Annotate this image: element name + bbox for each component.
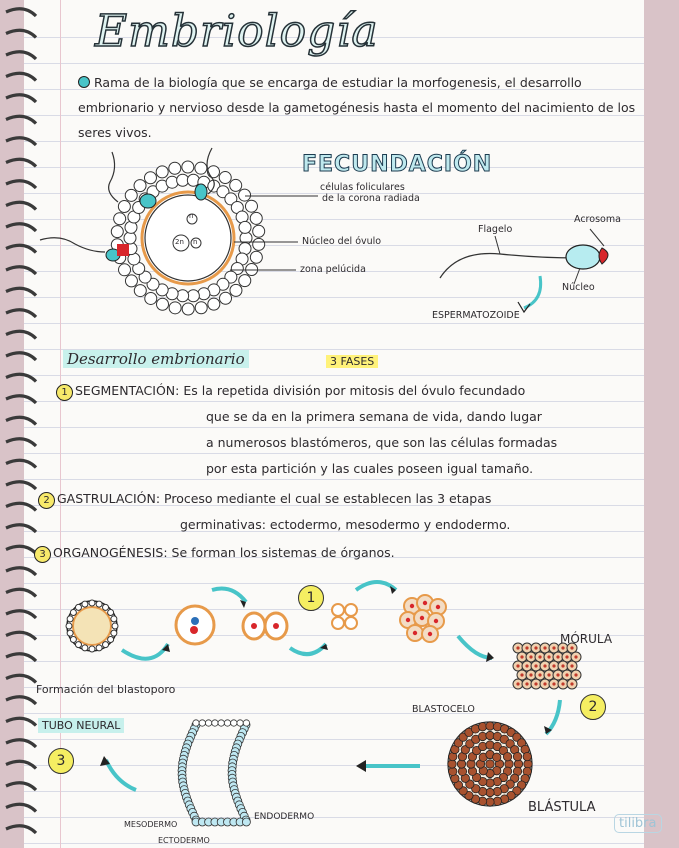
label-mesodermo: MESODERMO: [124, 820, 178, 829]
list-line: germinativas: ectodermo, mesodermo y endodermo.: [180, 517, 511, 532]
list-item-gastrulacion: [38, 486, 510, 538]
label-n-right: n: [193, 238, 198, 246]
label-nucleo-ovulo: Núcleo del óvulo: [302, 236, 382, 247]
neural-tube: [178, 720, 250, 826]
morula: [513, 643, 581, 689]
brand-logo: tilibra: [614, 814, 662, 833]
label-zona: zona pelúcida: [300, 264, 366, 275]
label-acrosoma: Acrosoma: [574, 214, 621, 225]
label-espermatozoide: ESPERMATOZOIDE: [432, 310, 520, 321]
intro-text: Rama de la biología que se encarga de estudiar la morfogenesis, el desarrollo embrionario y nervioso desde la gametogénesis hasta el momento del nacimiento de los seres vivos.: [78, 75, 636, 140]
list-item-segmentacion: [56, 378, 557, 482]
number-badge: 2: [38, 492, 55, 509]
list-line: ORGANOGÉNESIS: Se forman los sistemas de órganos.: [53, 545, 395, 560]
stage-badge-2: 2: [580, 694, 606, 720]
list-line: GASTRULACIÓN: Proceso mediante el cual se establecen las 3 etapas: [57, 491, 492, 506]
page-title: Embriología: [95, 6, 379, 57]
acrosome: [599, 248, 608, 264]
eight-cell-stage: [400, 595, 446, 642]
four-cell-stage: [332, 604, 357, 629]
penetrating-sperm: [117, 244, 129, 256]
label-morula: MÓRULA: [560, 632, 613, 646]
label-nucleo: Núcleo: [562, 282, 595, 293]
sperm-head: [566, 245, 600, 269]
label-endodermo: ENDODERMO: [254, 812, 315, 822]
label-n-top: n: [189, 212, 194, 220]
number-badge: 3: [34, 546, 51, 563]
fases-badge: 3 FASES: [326, 355, 378, 368]
label-blastoporo: Formación del blastoporo: [36, 683, 176, 696]
number-badge: 1: [56, 384, 73, 401]
fecundacion-heading: FECUNDACIÓN: [302, 152, 493, 177]
stage-badge-3: 3: [48, 748, 74, 774]
label-celulas: células foliculares: [320, 182, 405, 193]
label-corona: de la corona radiada: [322, 193, 420, 204]
label-ectodermo: ECTODERMO: [158, 836, 210, 845]
blastula: [448, 722, 532, 806]
label-blastocelo: BLASTOCELO: [412, 704, 475, 715]
sperm-flagellum: [440, 254, 578, 279]
desarrollo-heading: Desarrollo embrionario: [63, 350, 249, 368]
list-line: a numerosos blastómeros, que son las células formadas: [206, 435, 558, 450]
label-2n: 2n: [175, 238, 184, 246]
zona-pelucida: [142, 192, 234, 284]
stage-badge-1: 1: [298, 585, 324, 611]
label-flagelo: Flagelo: [478, 224, 513, 235]
label-tubo-neural: TUBO NEURAL: [38, 718, 124, 733]
list-line: por esta partición y las cuales poseen igual tamaño.: [206, 461, 534, 476]
label-blastula: BLÁSTULA: [528, 800, 596, 815]
list-item-organogenesis: [34, 540, 395, 566]
list-line: que se da en la primera semana de vida, dando lugar: [206, 409, 542, 424]
list-line: SEGMENTACIÓN: Es la repetida división por mitosis del óvulo fecundado: [75, 383, 526, 398]
